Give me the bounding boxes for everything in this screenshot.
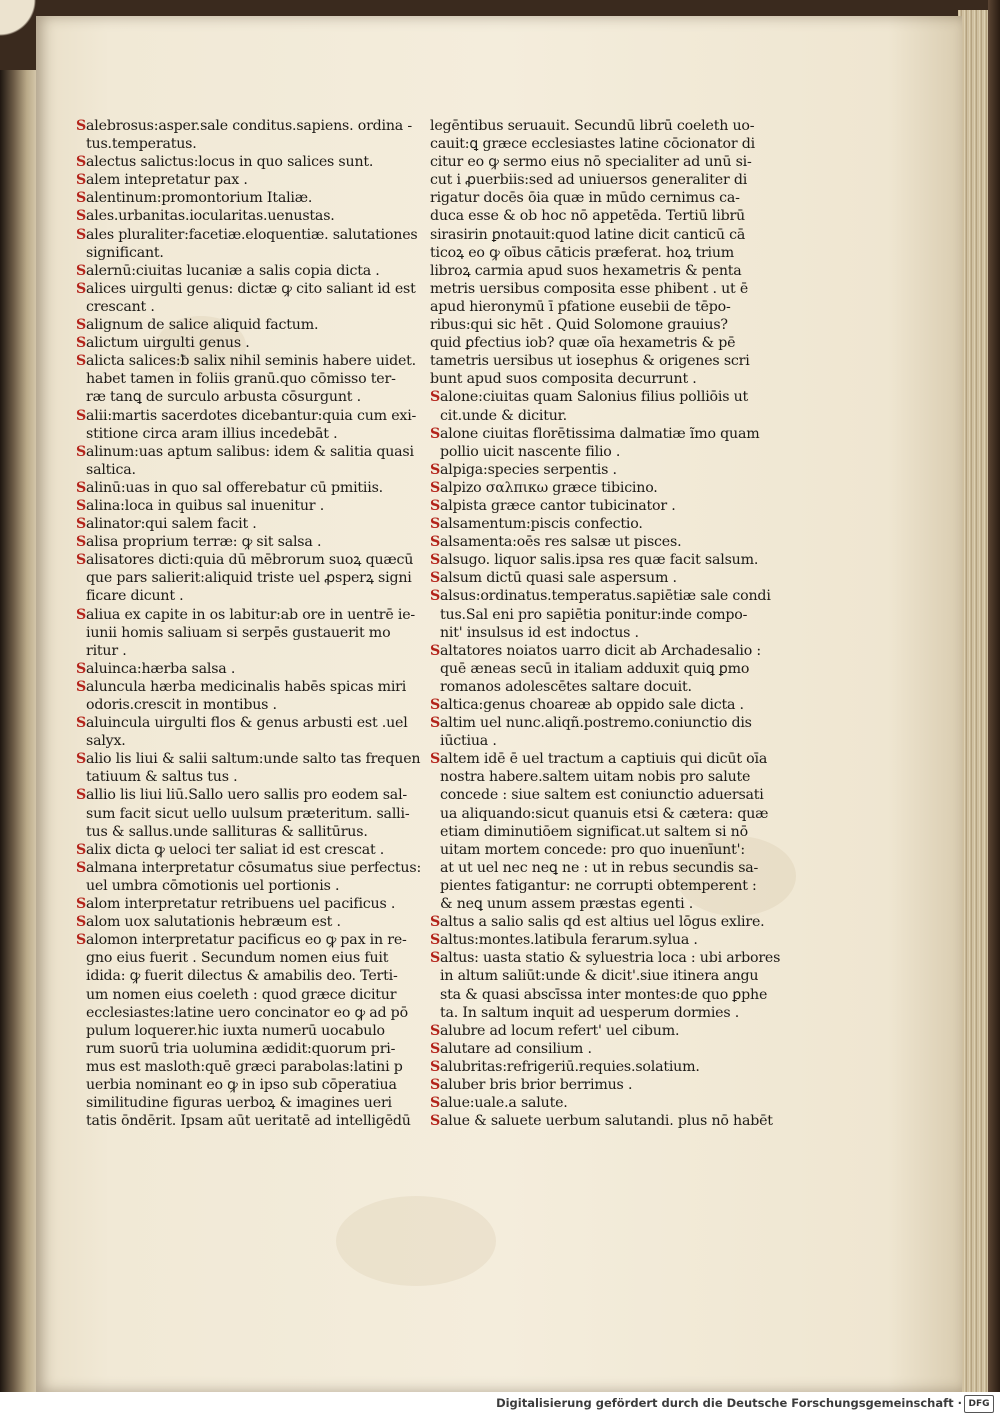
text-line (76, 949, 406, 967)
text-line (430, 461, 752, 479)
line-text: alernū:ciuitas lucaniæ a salis copia dicta . (86, 262, 380, 279)
line-text: gno eius fuerit . Secundum nomen eius fuit (86, 950, 389, 967)
text-line (430, 370, 752, 388)
text-line (430, 479, 752, 497)
line-text: alsus:ordinatus.temperatus.sapiētiæ sale condi (440, 588, 771, 605)
text-line (430, 768, 752, 786)
page-stain (336, 1196, 496, 1286)
rubricated-initial: S (76, 552, 87, 569)
text-line (76, 407, 417, 425)
curled-page-corner (0, 0, 40, 70)
text-line (430, 226, 752, 244)
text-line (76, 859, 422, 877)
line-text: at ut uel nec neꝗ ne : ut in rebus secundis sa- (440, 859, 759, 876)
rubricated-initial: S (76, 479, 87, 496)
line-text: ales.urbanitas.iocularitas.uenustas. (86, 208, 335, 225)
rubricated-initial: S (76, 516, 87, 533)
line-text: sta & quasi abscīssa inter montes:de quo ꝑphe (440, 986, 768, 1003)
line-text: alubritas:refrigeriū.requies.solatium. (440, 1058, 700, 1075)
line-text: nit' insulsus id est indoctus . (440, 624, 639, 641)
line-text: cut i ꝓuerbiis:sed ad uniuersos generaliter di (430, 172, 748, 189)
text-line (430, 551, 759, 569)
text-line (430, 696, 752, 714)
line-text: alicta salices:ƀ salix nihil seminis habere uidet. (86, 353, 416, 370)
text-line (430, 642, 761, 660)
text-line (76, 207, 406, 225)
text-line (76, 823, 406, 841)
line-text: alii:martis sacerdotes dicebantur:quia cum exi- (86, 407, 417, 424)
text-line (76, 569, 412, 587)
line-text: alices uirgulti genus: dictæ ꝙ cito saliant id est (86, 280, 416, 297)
line-text: aluber bris brior berrimus . (440, 1076, 633, 1093)
text-line (76, 1022, 406, 1040)
text-line (76, 479, 406, 497)
text-line (76, 298, 406, 316)
line-text: ecclesiastes:latine uero concinator eo ꝙ ad pō (86, 1004, 408, 1021)
line-text: metris uersibus composita esse phibent . ut ē (430, 280, 749, 297)
line-text: pulum loquerer.hic iuxta numerū uocabulo (86, 1022, 385, 1039)
line-text: nostra habere.saltem uitam nobis pro salute (440, 769, 751, 786)
line-text: alisatores dicti:quia dū mēbrorum suoꝝ quæcū (86, 552, 414, 569)
line-text: apud hieronymū ī pfatione eusebii de tēpo- (430, 298, 731, 315)
line-text: alom interpretatur retribuens uel pacificus . (86, 896, 396, 913)
line-text: altatores noiatos uarro dicit ab Archadesalio : (440, 642, 761, 659)
text-line (76, 587, 406, 605)
line-text: bunt apud suos composita decurrunt . (430, 371, 697, 388)
text-line (76, 226, 418, 244)
line-text: ticoꝝ eo ꝙ oībus cāticis præferat. hoꝝ trium (430, 244, 735, 261)
rubricated-initial: S (430, 642, 441, 659)
text-line (430, 515, 752, 533)
rubricated-initial: S (76, 335, 87, 352)
text-line (430, 153, 752, 171)
rubricated-initial: S (76, 606, 87, 623)
rubricated-initial: S (76, 715, 87, 732)
text-line (430, 913, 765, 931)
line-text: alsum dictū quasi sale aspersum . (440, 570, 677, 587)
text-line (76, 841, 406, 859)
text-line (76, 443, 414, 461)
text-line (430, 949, 781, 967)
rubricated-initial: S (76, 932, 87, 949)
text-line (76, 642, 406, 660)
text-line (76, 1004, 406, 1022)
line-text: alentinum:promontorium Italiæ. (86, 190, 313, 207)
line-text: ritur . (86, 642, 127, 659)
text-line (76, 334, 406, 352)
rubricated-initial: S (76, 353, 87, 370)
line-text: altem idē ē uel tractum a captiuis qui dicūt oīa (440, 751, 768, 768)
line-text: alinum:uas aptum salibus: idem & salitia quasi (86, 443, 414, 460)
line-text: ua aliquando:sicut quanuis etsi & cætera: quæ (440, 805, 769, 822)
text-line (430, 823, 752, 841)
line-text: alom uox salutationis hebræum est . (86, 914, 341, 931)
line-text: tametris uersibus ut iosephus & origenes scri (430, 353, 750, 370)
text-line (430, 117, 755, 135)
line-text: sirasirin ꝑnotauit:quod latine dicit canticū cā (430, 226, 746, 243)
rubricated-initial: S (76, 660, 87, 677)
text-line (76, 1076, 406, 1094)
line-text: sum facit sicut uello uulsum præteritum. salli- (86, 805, 410, 822)
line-text: iunii homis saliuam si serpēs gustauerit mo (86, 624, 391, 641)
line-text: tatis ōndērit. Ipsam aūt ueritatē ad intelligēdū (86, 1113, 411, 1130)
line-text: altus:montes.latibula ferarum.sylua . (440, 932, 698, 949)
left-text-column (76, 117, 422, 1130)
text-line (430, 189, 752, 207)
line-text: alsamenta:oēs res salsæ ut pisces. (440, 534, 682, 551)
line-text: cauit:ꝗ græce ecclesiastes latine cōcionator di (430, 136, 755, 153)
text-line (76, 189, 406, 207)
line-text: ales pluraliter:facetiæ.eloquentiæ. salutationes (86, 226, 418, 243)
rubricated-initial: S (76, 859, 87, 876)
text-line (76, 461, 406, 479)
text-line (430, 1058, 752, 1076)
rubricated-initial: S (76, 262, 87, 279)
text-line (430, 967, 759, 985)
rubricated-initial: S (430, 1113, 441, 1130)
line-text: quē æneas secū in italiam adduxit quiꝗ ꝑmo (440, 660, 750, 677)
text-line (430, 841, 752, 859)
line-text: alomon interpretatur pacificus eo ꝙ pax in re- (86, 932, 407, 949)
right-text-column (430, 117, 781, 1130)
line-text: alue & saluete uerbum salutandi. plus nō habēt (440, 1113, 773, 1130)
text-line (76, 696, 406, 714)
line-text: altus: uasta statio & syluestria loca : ubi arbores (440, 950, 781, 967)
line-text: alutare ad consilium . (440, 1040, 592, 1057)
text-line (76, 660, 406, 678)
rubricated-initial: S (430, 751, 441, 768)
book-spine (0, 0, 38, 1392)
rubricated-initial: S (430, 1076, 441, 1093)
dfg-logo: DFG (964, 1395, 994, 1413)
text-line (76, 497, 406, 515)
line-text: tus & sallus.unde sallituras & sallitūrus. (86, 823, 368, 840)
line-text: alebrosus:asper.sale conditus.sapiens. ordina - (86, 118, 412, 134)
text-line (430, 786, 764, 804)
line-text: um nomen eius coeleth : quod græce dicitur (86, 986, 397, 1003)
line-text: citur eo ꝙ sermo eius nō specialiter ad unū si- (430, 154, 752, 171)
line-text: iūctiua . (440, 733, 497, 750)
line-text: rigatur docēs ōia quæ in mūdo cernimus ca- (430, 190, 740, 207)
rubricated-initial: S (430, 570, 441, 587)
text-line (76, 533, 406, 551)
text-line (76, 135, 406, 153)
line-text: alone:ciuitas quam Salonius filius polliōis ut (440, 389, 749, 406)
text-line (76, 388, 406, 406)
text-line (430, 334, 752, 352)
text-line (76, 913, 406, 931)
line-text: allio lis liui liū.Sallo uero sallis pro eodem sal- (86, 787, 407, 804)
book-cover-edge (988, 0, 1000, 1392)
rubricated-initial: S (76, 407, 87, 424)
line-text: significant. (86, 244, 164, 261)
line-text: altica:genus choareæ ab oppido sale dicta . (440, 697, 744, 713)
line-text: habet tamen in foliis granū.quo cōmisso ter- (86, 371, 396, 388)
text-line (76, 986, 406, 1004)
text-line (430, 207, 752, 225)
rubricated-initial: S (430, 588, 441, 605)
text-line (76, 967, 406, 985)
rubricated-initial: S (430, 425, 441, 442)
text-line (430, 280, 752, 298)
funding-credit: Digitalisierung gefördert durch die Deutsche Forschungsgemeinschaft · (496, 1396, 962, 1410)
rubricated-initial: S (76, 226, 87, 243)
rubricated-initial: S (430, 389, 441, 406)
text-line (430, 859, 759, 877)
text-line (76, 352, 416, 370)
text-line (430, 298, 752, 316)
line-text: libroꝝ carmia apud suos hexametris & penta (430, 262, 742, 279)
line-text: stitione circa aram illius incedebāt . (86, 425, 338, 442)
rubricated-initial: S (76, 154, 87, 171)
text-line (430, 1112, 773, 1130)
rubricated-initial: S (76, 751, 87, 768)
line-text: alina:loca in quibus sal inuenitur . (86, 497, 325, 514)
rubricated-initial: S (430, 950, 441, 967)
rubricated-initial: S (430, 932, 441, 949)
text-line (430, 624, 752, 642)
rubricated-initial: S (76, 497, 87, 514)
text-line (430, 1094, 752, 1112)
text-line (76, 678, 406, 696)
rubricated-initial: S (76, 914, 87, 931)
line-text: in altum saliūt:unde & dicit'.siue itinera angu (440, 968, 759, 985)
line-text: romanos adolescētes saltare docuit. (440, 678, 692, 695)
text-line (76, 171, 406, 189)
text-line (76, 931, 406, 949)
line-text: legēntibus seruauit. Secundū librū coeleth uo- (430, 118, 755, 134)
line-text: alubre ad locum refert' uel cibum. (440, 1022, 680, 1039)
text-line (76, 117, 412, 135)
text-line (76, 153, 406, 171)
text-line (76, 244, 406, 262)
line-text: ræ tanꝗ de surculo arbusta cōsurgunt . (86, 389, 361, 406)
line-text: aluinca:hærba salsa . (86, 660, 236, 677)
rubricated-initial: S (76, 678, 87, 695)
line-text: alio lis liui & salii saltum:unde salto tas frequen (86, 751, 421, 768)
text-line (76, 1112, 411, 1130)
text-line (76, 750, 421, 768)
text-line (76, 1040, 406, 1058)
text-line (430, 425, 760, 443)
line-text: almana interpretatur cōsumatus siue perfectus: (86, 859, 422, 876)
line-text: alix dicta ꝙ ueloci ter saliat id est crescat . (86, 841, 385, 858)
line-text: tus.Sal eni pro sapiētia ponitur:inde compo- (440, 606, 748, 623)
text-line (430, 171, 752, 189)
line-text: mus est masloth:quē græci parabolas:latini p (86, 1058, 403, 1075)
line-text: ta. In saltum inquit ad uesperum dormies . (440, 1004, 740, 1021)
rubricated-initial: S (76, 534, 87, 551)
line-text: alinator:qui salem facit . (86, 516, 257, 533)
line-text: cit.unde & dicitur. (440, 407, 567, 424)
rubricated-initial: S (430, 1022, 441, 1039)
text-line (76, 624, 406, 642)
text-line (430, 660, 752, 678)
line-text: alsamentum:piscis confectio. (440, 516, 643, 533)
text-line (430, 443, 752, 461)
line-text: alisa proprium terræ: ꝙ sit salsa . (86, 534, 322, 551)
line-text: tatiuum & saltus tus . (86, 769, 238, 786)
rubricated-initial: S (430, 914, 441, 931)
text-line (430, 533, 752, 551)
text-line (76, 805, 410, 823)
line-text: alue:uale.a salute. (440, 1095, 568, 1112)
line-text: uel umbra cōmotionis uel portionis . (86, 877, 340, 894)
line-text: alinū:uas in quo sal offerebatur cū pmitiis. (86, 479, 383, 496)
line-text: alsugo. liquor salis.ipsa res quæ facit salsum. (440, 552, 759, 569)
line-text: tus.temperatus. (86, 136, 197, 153)
line-text: odoris.crescit in montibus . (86, 697, 277, 713)
line-text: duca esse & ob hoc nō appetēda. Tertiū librū (430, 208, 745, 225)
text-line (430, 407, 752, 425)
line-text: pollio uicit nascente filio . (440, 443, 621, 460)
text-line (430, 1076, 752, 1094)
line-text: & neꝗ unum assem præstas egenti . (440, 896, 694, 913)
line-text: que pars salierit:aliquid triste uel ꝓsperꝝ signi (86, 570, 412, 587)
text-line (430, 805, 769, 823)
text-line (430, 895, 752, 913)
text-line (430, 352, 752, 370)
text-line (430, 1004, 752, 1022)
line-text: aluncula hærba medicinalis habēs spicas miri (86, 678, 407, 695)
rubricated-initial: S (76, 896, 87, 913)
line-text: alignum de salice aliquid factum. (86, 317, 319, 334)
text-line (76, 551, 414, 569)
text-line (430, 388, 752, 406)
text-line (76, 714, 406, 732)
line-text: uitam mortem concede: pro quo inuenīunt': (440, 841, 745, 858)
text-line (430, 587, 771, 605)
rubricated-initial: S (430, 461, 441, 478)
line-text: crescant . (86, 298, 155, 315)
line-text: alone ciuitas florētissima dalmatiæ ĩmo quam (440, 425, 760, 442)
text-line (430, 931, 752, 949)
line-text: alectus salictus:locus in quo salices sunt. (86, 154, 374, 171)
text-line (76, 895, 406, 913)
line-text: idida: ꝙ fuerit dilectus & amabilis deo. Terti- (86, 968, 398, 985)
rubricated-initial: S (430, 479, 441, 496)
text-line (430, 135, 755, 153)
text-line (76, 732, 406, 750)
line-text: salyx. (86, 733, 126, 750)
line-text: etiam diminutiōem significat.ut saltem si nō (440, 823, 748, 840)
rubricated-initial: S (430, 516, 441, 533)
text-line (76, 370, 406, 388)
line-text: alpiga:species serpentis . (440, 461, 617, 478)
line-text: alpizo σαλπικω græce tibicino. (440, 479, 658, 496)
text-line (430, 606, 752, 624)
line-text: altim uel nunc.aliqñ.postremo.coniunctio dis (440, 715, 752, 732)
digitization-footer (0, 1392, 1000, 1415)
rubricated-initial: S (76, 208, 87, 225)
rubricated-initial: S (430, 552, 441, 569)
line-text: pientes fatigantur: ne corrupti obtemperent : (440, 877, 757, 894)
text-line (76, 1058, 406, 1076)
text-line (430, 497, 752, 515)
line-text: similitudine figuras uerboꝝ & imagines ueri (86, 1095, 392, 1112)
rubricated-initial: S (76, 280, 87, 297)
line-text: rum suorū tria uolumina ædidit:quorum pri- (86, 1040, 396, 1057)
text-line (430, 678, 752, 696)
rubricated-initial: S (430, 715, 441, 732)
line-text: concede : siue saltem est coniunctio aduersati (440, 787, 764, 804)
text-line (430, 986, 768, 1004)
rubricated-initial: S (76, 118, 87, 134)
text-line (430, 750, 768, 768)
line-text: altus a salio salis qd est altius uel lōgus exlire. (440, 914, 765, 931)
rubricated-initial: S (430, 534, 441, 551)
text-line (76, 1094, 406, 1112)
text-line (76, 768, 406, 786)
text-line (430, 1040, 752, 1058)
rubricated-initial: S (76, 317, 87, 334)
text-line (76, 280, 416, 298)
line-text: ribus:qui sic hēt . Quid Solomone grauius? (430, 317, 728, 334)
text-line (430, 1022, 752, 1040)
rubricated-initial: S (430, 697, 441, 713)
line-text: quid ꝑfectius iob? quæ oīa hexametris & pē (430, 335, 736, 352)
text-line (76, 425, 406, 443)
line-text: aluincula uirgulti flos & genus arbusti est .uel (86, 715, 408, 732)
rubricated-initial: S (76, 172, 87, 189)
text-line (76, 262, 406, 280)
text-line (76, 877, 406, 895)
text-line (430, 262, 752, 280)
text-line (430, 714, 752, 732)
line-text: uerbia nominant eo ꝙ in ipso sub cōperatiua (86, 1076, 397, 1093)
text-line (76, 515, 406, 533)
text-line (76, 786, 406, 804)
line-text: saltica. (86, 461, 136, 478)
rubricated-initial: S (430, 1095, 441, 1112)
rubricated-initial: S (430, 1040, 441, 1057)
text-line (430, 569, 752, 587)
rubricated-initial: S (76, 443, 87, 460)
rubricated-initial: S (76, 787, 87, 804)
rubricated-initial: S (430, 497, 441, 514)
text-line (76, 606, 416, 624)
line-text: alictum uirgulti genus . (86, 335, 250, 352)
rubricated-initial: S (430, 1058, 441, 1075)
text-line (430, 316, 752, 334)
line-text: aliua ex capite in os labitur:ab ore in uentrē ie- (86, 606, 416, 623)
text-line (430, 244, 752, 262)
text-line (430, 732, 752, 750)
text-line (76, 316, 406, 334)
rubricated-initial: S (76, 841, 87, 858)
line-text: alem intepretatur pax . (86, 172, 248, 189)
line-text: alpista græce cantor tubicinator . (440, 497, 676, 514)
text-line (430, 877, 757, 895)
line-text: ficare dicunt . (86, 588, 184, 605)
rubricated-initial: S (76, 190, 87, 207)
